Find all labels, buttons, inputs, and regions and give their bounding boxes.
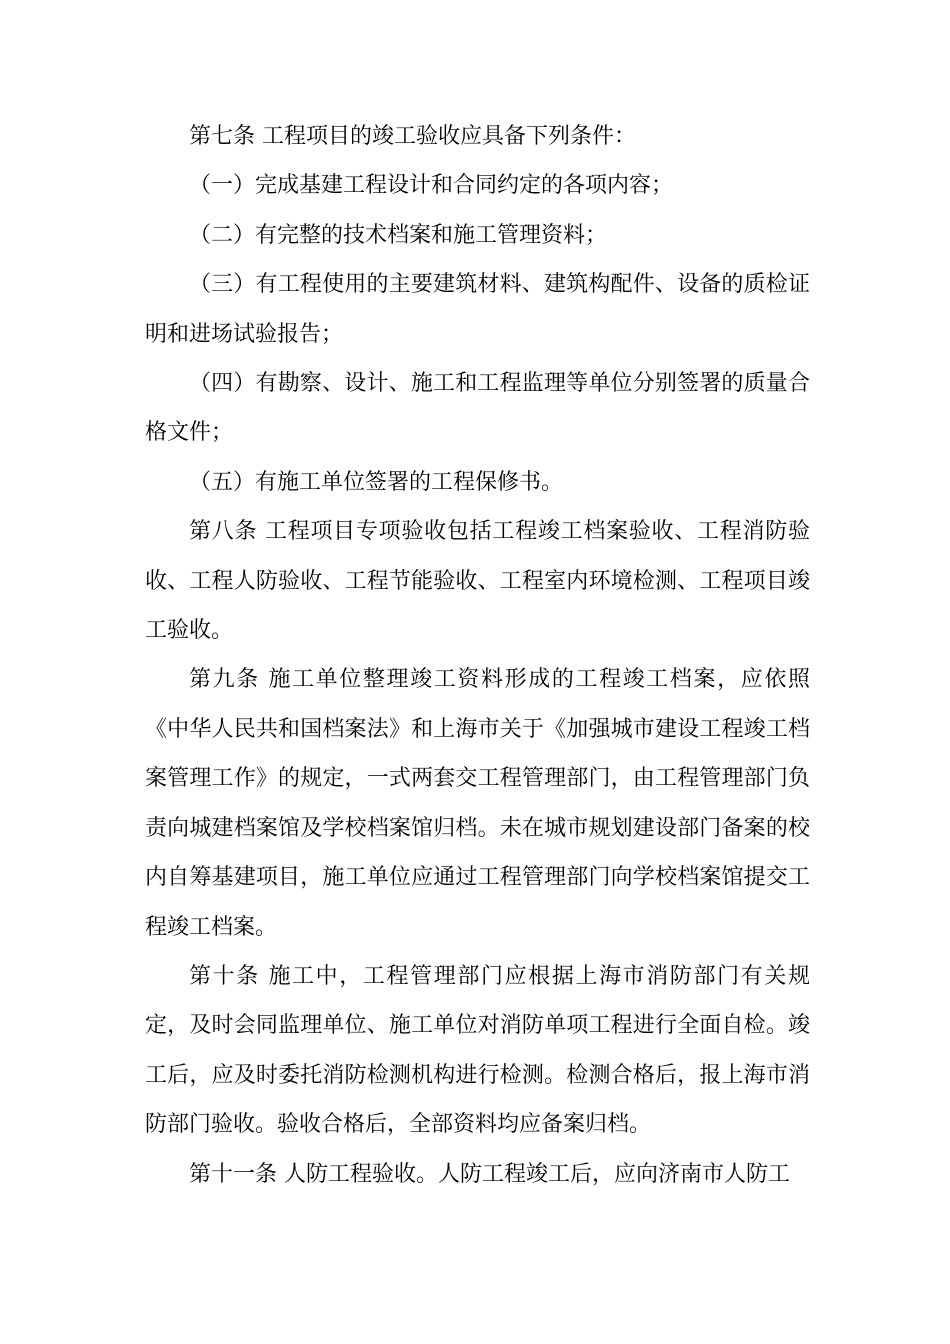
article-7-item-1: （一）完成基建工程设计和合同约定的各项内容； [189, 173, 674, 199]
document-body [145, 112, 810, 1199]
article-10: 第十条 施工中，工程管理部门应根据上海市消防部门有关规定，及时会同监理单位、施工单位对消防单项工程进行全面自检。竣工后，应及时委托消防检测机构进行检测。检测合格后，报上海市消防部门验收。验收合格后，全部资料均应备案归档。 [145, 963, 810, 1138]
article-8: 第八条 工程项目专项验收包括工程竣工档案验收、工程消防验收、工程人防验收、工程节能验收、工程室内环境检测、工程项目竣工验收。 [145, 519, 810, 644]
article-7-item-4: （四）有勘察、设计、施工和工程监理等单位分别签署的质量合格文件； [145, 371, 810, 446]
article-7-item-2: （二）有完整的技术档案和施工管理资料； [189, 222, 608, 248]
article-11: 第十一条 人防工程验收。人防工程竣工后，应向济南市人防工 [189, 1161, 790, 1187]
article-7-item-5: （五）有施工单位签署的工程保修书。 [189, 469, 564, 495]
article-7-heading: 第七条 工程项目的竣工验收应具备下列条件： [189, 124, 636, 149]
article-9: 第九条 施工单位整理竣工资料形成的工程竣工档案，应依照《中华人民共和国档案法》和上海市关于《加强城市建设工程竣工档案管理工作》的规定，一式两套交工程管理部门，由工程管理部门负责向城建档案馆及学校档案馆归档。未在城市规划建设部门备案的校内自筹基建项目，施工单位应通过工程管理部门向学校档案馆提交工程竣工档案。 [145, 667, 810, 940]
article-7-item-3: （三）有工程使用的主要建筑材料、建筑构配件、设备的质检证明和进场试验报告； [145, 272, 810, 347]
